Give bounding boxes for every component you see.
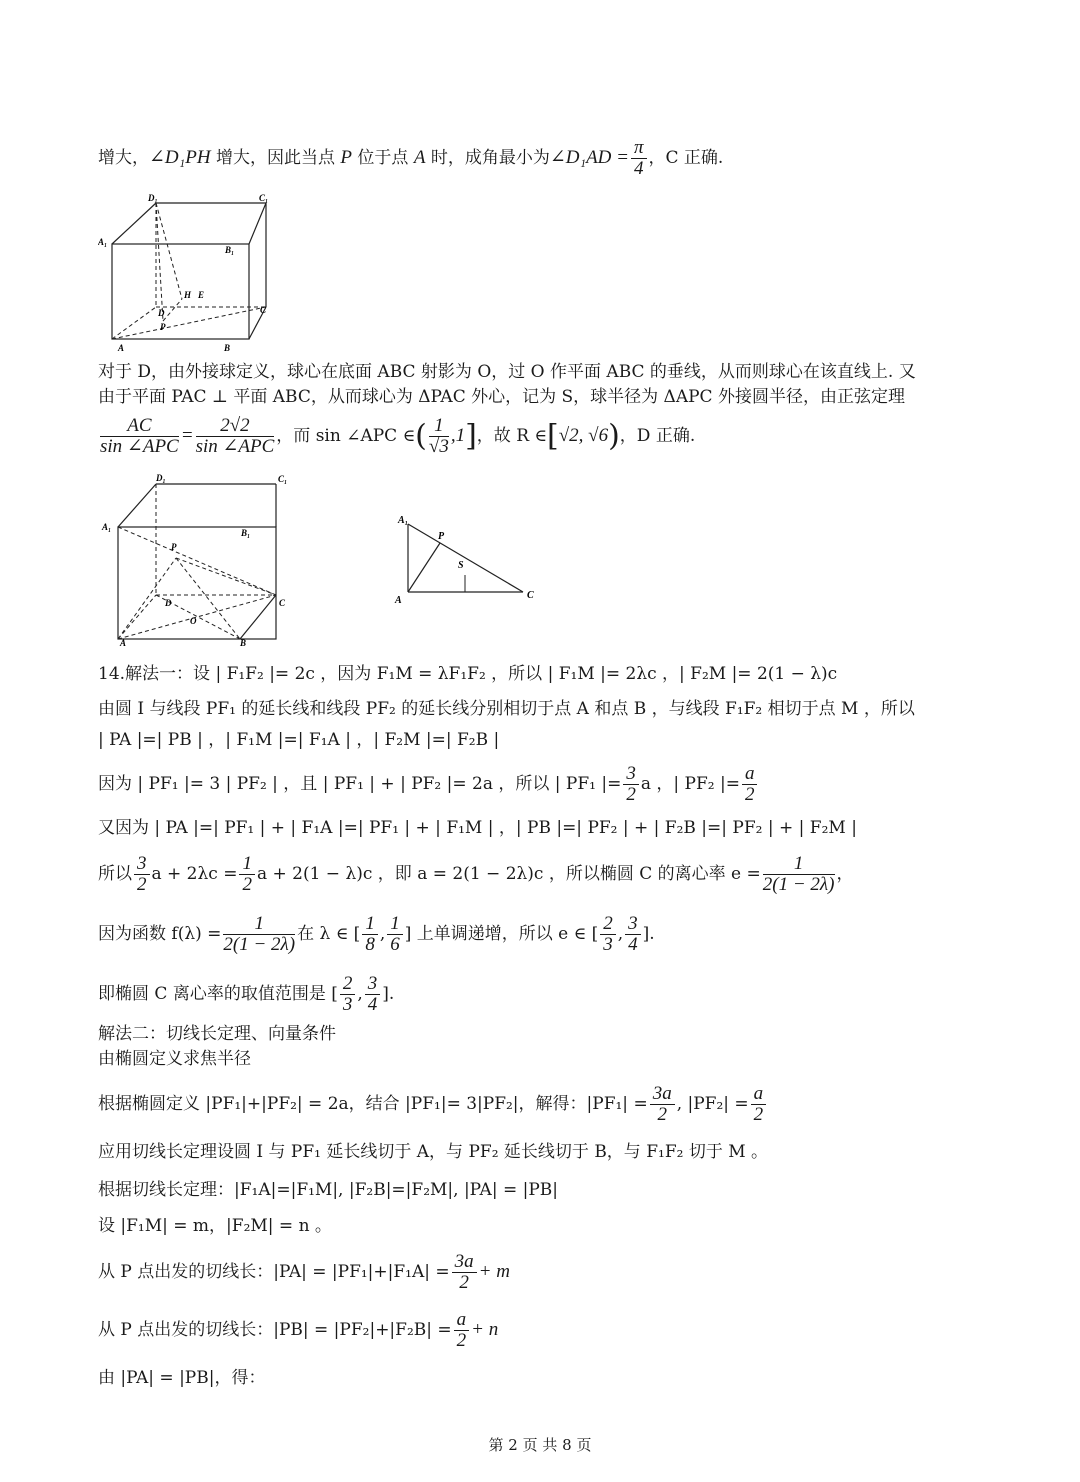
angle-d1ph: ∠D₁PH xyxy=(149,147,211,168)
s14-line-17: 由 |PA| = |PB|，得： xyxy=(98,1368,266,1388)
s14-line-10: 由椭圆定义求焦半径 xyxy=(98,1049,251,1069)
s14-line-14: 设 |F₁M| = m，|F₂M| = n 。 xyxy=(98,1216,332,1236)
line-d-2: 由于平面 PAC ⊥ 平面 ABC，从而球心为 ΔPAC 外心，记为 S，球半径为 ΔAPC 外接圆半径，由正弦定理 xyxy=(98,387,905,407)
fig2-label: A₁ xyxy=(102,522,112,532)
s14-line-3: | PA |=| PB | ，| F₁M |=| F₁A | ，| F₂M |=| F₂B | xyxy=(98,730,500,750)
s14-line-13: 根据切线长定理：|F₁A|=|F₁M|, |F₂B|=|F₂M|, |PA| = |PB| xyxy=(98,1180,558,1200)
fig1-label: C xyxy=(260,305,267,315)
fig3-label: S xyxy=(458,560,464,571)
fig1-label: B₁ xyxy=(225,245,235,255)
s14-line-2: 由圆 I 与线段 PF₁ 的延长线和线段 PF₂ 的延长线分别相切于点 A 和点 B ，与线段 F₁F₂ 相切于点 M ，所以 xyxy=(98,699,915,719)
fig3-label: A₁ xyxy=(398,515,409,526)
fig2-label: C xyxy=(279,598,286,608)
line-d-3: $\frac{AC}{\text{sin ∠APC}}$ = $\frac{2√2}{\text{sin ∠APC}}$ ，而 sin ∠APC ∈( $\frac{1}{√3}$ ,1]，故 R ∈[√2, √6)，D 正确. xyxy=(100,415,696,457)
s14-line-1: 14.解法一：设 | F₁F₂ |= 2c ，因为 F₁M = λF₁F₂ ，所以 | F₁M |= 2λc ，| F₂M |= 2(1 − λ)c xyxy=(98,664,838,684)
s14-line-8: 即椭圆 C 离心率的取值范围是 [ $\frac{2}{3}$ , $\frac{3}{4}$ ]. xyxy=(98,973,395,1015)
fig1-label: D₁ xyxy=(148,193,158,203)
s14-line-7: 因为函数 f(λ) = $\frac{1}{2(1 - 2\lambda)}$ 在 λ ∈ [ $\frac{1}{8}$ , $\frac{1}{6}$ ] 上单调递增，所以 e ∈ [ $\frac{2}{3}$ , $\frac{3}{4}$ ]. xyxy=(98,913,655,955)
fig2-label: B xyxy=(240,638,247,648)
line-c-conclusion: 增大，∠D₁PH 增大，因此当点 P 位于点 A 时，成角最小为∠D₁AD = $\frac{\pi}{4}$ ，C 正确. xyxy=(98,137,724,179)
s14-line-16: 从 P 点出发的切线长：|PB| = |PF₂|+|F₂B| = $\frac{a}{2}$ + n xyxy=(98,1309,499,1351)
fig3-label: A xyxy=(395,595,402,606)
fig3-label: C xyxy=(527,590,534,601)
s14-line-4: 因为 | PF₁ |= 3 | PF₂ | ，且 | PF₁ | + | PF₂ |= 2a ，所以 | PF₁ |= $\frac{3}{2}$ a ，| PF₂ |= $\frac{a}{2}$ xyxy=(98,764,759,805)
fig1-label: B xyxy=(224,343,231,353)
fig1-label: H xyxy=(184,290,192,300)
fig2-label: D xyxy=(165,598,172,608)
s14-line-6: 所以 $\frac{3}{2}$ a + 2λc = $\frac{1}{2}$ a + 2(1 − λ)c ，即 a = 2(1 − 2λ)c ，所以椭圆 C 的离心率 e = $\frac{1}{2(1 - 2\lambda)}$ ， xyxy=(98,853,854,895)
fraction-1-sqrt3: $\frac{1}{√3}$ xyxy=(428,415,449,457)
s14-line-9: 解法二：切线长定理、向量条件 xyxy=(98,1024,336,1044)
line-d-1: 对于 D，由外接球定义，球心在底面 ABC 射影为 O，过 O 作平面 ABC 的垂线，从而则球心在该直线上. 又 xyxy=(98,362,916,382)
fig1-label: C₁ xyxy=(259,193,269,203)
fraction-pi-4: $\frac{\pi}{4}$ xyxy=(631,138,647,179)
fraction-2sqrt2: $\frac{2√2}{\text{sin ∠APC}}$ xyxy=(195,415,275,457)
fig3-label: P xyxy=(438,531,445,542)
figure-cube-2 xyxy=(98,470,298,650)
figure-triangle xyxy=(390,508,550,608)
fig2-label: O xyxy=(190,616,197,626)
s14-line-5: 又因为 | PA |=| PF₁ | + | F₁A |=| PF₁ | + | F₁M | ，| PB |=| PF₂ | + | F₂B |=| PF₂ | + | F₂M | xyxy=(98,818,857,838)
fig1-label: D xyxy=(158,308,165,318)
angle-d1ad: ∠D₁AD = xyxy=(549,147,629,168)
figure-cube-1 xyxy=(98,190,288,355)
fig2-label: A xyxy=(120,638,127,648)
page-footer: 第 2 页 共 8 页 xyxy=(488,1436,592,1454)
fig2-label: D₁ xyxy=(156,473,166,483)
fig2-label: B₁ xyxy=(241,528,251,538)
fig1-label: P xyxy=(160,322,166,332)
s14-line-11: 根据椭圆定义 |PF₁|+|PF₂| = 2a，结合 |PF₁|= 3|PF₂|，解得：|PF₁| = $\frac{3a}{2}$ , |PF₂| = $\frac{a}{2}$ xyxy=(98,1082,768,1126)
fig1-label: E xyxy=(198,290,205,300)
fraction-ac: $\frac{AC}{\text{sin ∠APC}}$ xyxy=(100,415,179,457)
s14-line-15: 从 P 点出发的切线长：|PA| = |PF₁|+|F₁A| = $\frac{3a}{2}$ + m xyxy=(98,1251,510,1293)
s14-line-12: 应用切线长定理设圆 I 与 PF₁ 延长线切于 A，与 PF₂ 延长线切于 B，与 F₁F₂ 切于 M 。 xyxy=(98,1142,769,1162)
fig1-label: A₁ xyxy=(98,237,108,247)
fig2-label: P xyxy=(171,542,177,552)
fig2-label: C₁ xyxy=(278,474,288,484)
fig1-label: A xyxy=(118,343,125,353)
